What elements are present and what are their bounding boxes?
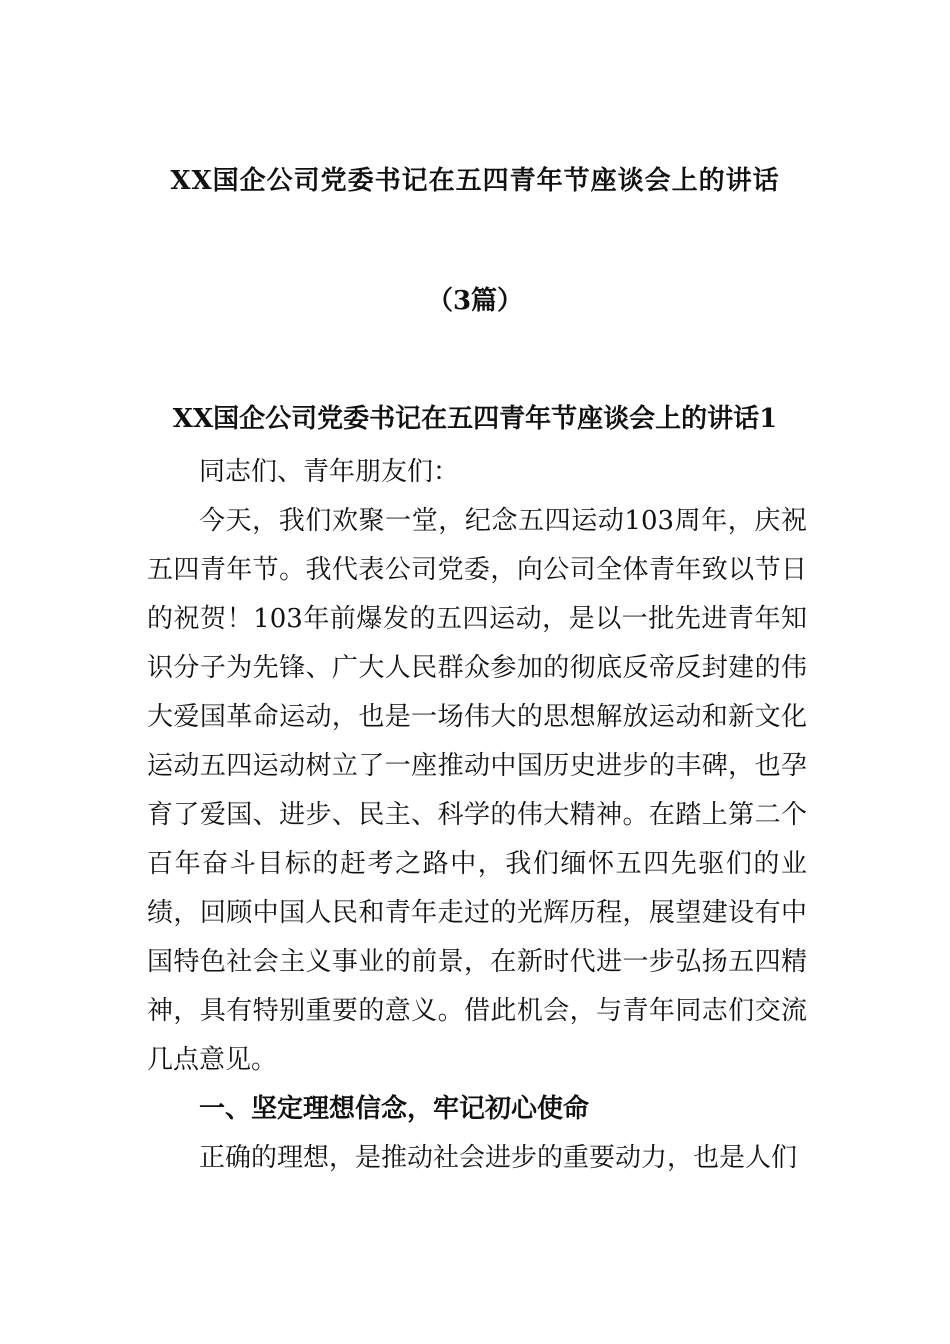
document-body (147, 448, 807, 1183)
body-paragraph: 今天，我们欢聚一堂，纪念五四运动103周年，庆祝五四青年节。我代表公司党委，向公司全体青年致以节日的祝贺！103年前爆发的五四运动，是以一批先进青年知识分子为先锋、广大人民群众参加的彻底反帝反封建的伟大爱国革命运动，也是一场伟大的思想解放运动和新文化运动五四运动树立了一座推动中国历史进步的丰碑，也孕育了爱国、进步、民主、科学的伟大精神。在踏上第二个百年奋斗目标的赶考之路中，我们缅怀五四先驱们的业绩，回顾中国人民和青年走过的光辉历程，展望建设有中国特色社会主义事业的前景，在新时代进一步弘扬五四精神，具有特别重要的意义。借此机会，与青年同志们交流几点意见。 (147, 506, 807, 1075)
section-heading: 一、坚定理想信念，牢记初心使命 (199, 1094, 590, 1124)
greeting-paragraph: 同志们、青年朋友们： (199, 457, 460, 487)
document-title: XX国企公司党委书记在五四青年节座谈会上的讲话 (170, 166, 780, 196)
document-subtitle: （3篇） (426, 286, 524, 316)
body-paragraph: 正确的理想，是推动社会进步的重要动力，也是人们 (199, 1143, 798, 1173)
section-title: XX国企公司党委书记在五四青年节座谈会上的讲话1 (172, 404, 778, 434)
